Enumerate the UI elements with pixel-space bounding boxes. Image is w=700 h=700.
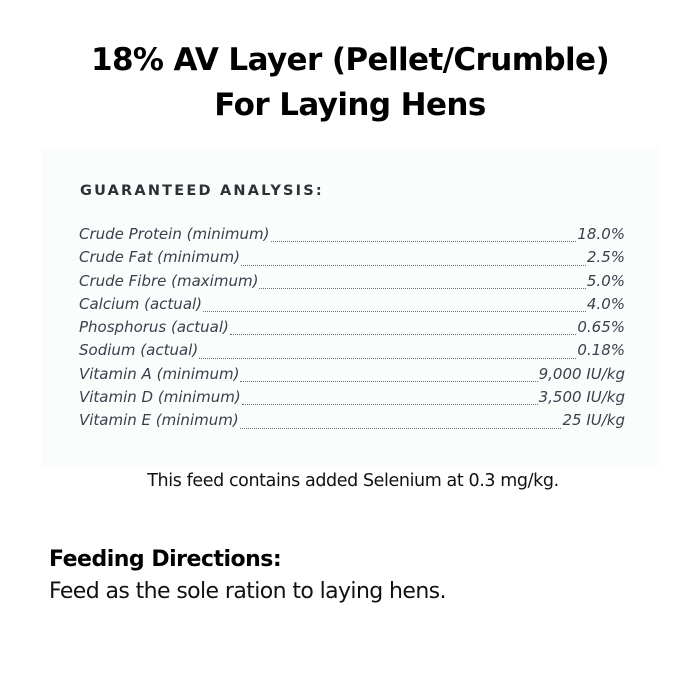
analysis-row [79, 411, 625, 434]
dotted-leader [240, 381, 537, 382]
analysis-row [79, 365, 625, 388]
analysis-row [79, 388, 625, 411]
feeding-directions-text: Feed as the sole ration to laying hens. [49, 579, 446, 604]
product-title-line-1: 18% AV Layer (Pellet/Crumble) [90, 42, 610, 78]
analysis-row [79, 341, 625, 364]
nutrient-value: 0.65% [577, 318, 625, 337]
product-title-line-2: For Laying Hens [214, 87, 486, 123]
analysis-row [79, 272, 625, 295]
nutrient-label: Crude Fat (minimum) [79, 248, 241, 267]
nutrient-label: Crude Fibre (maximum) [79, 271, 259, 290]
nutrient-label: Sodium (actual) [79, 341, 199, 360]
dotted-leader [271, 241, 577, 242]
selenium-note: This feed contains added Selenium at 0.3 mg/kg. [147, 471, 559, 491]
dotted-leader [203, 311, 586, 312]
nutrient-value: 2.5% [586, 248, 625, 267]
analysis-row [79, 248, 625, 271]
nutrient-label: Vitamin E (minimum) [79, 411, 239, 430]
dotted-leader [230, 334, 576, 335]
nutrient-value: 25 IU/kg [562, 411, 625, 430]
nutrient-label: Calcium (actual) [79, 294, 203, 313]
nutrient-label: Vitamin D (minimum) [79, 388, 241, 407]
guaranteed-analysis-heading: GUARANTEED ANALYSIS: [80, 183, 324, 199]
guaranteed-analysis-panel [42, 147, 659, 467]
analysis-row [79, 318, 625, 341]
dotted-leader [241, 265, 586, 266]
nutrient-label: Vitamin A (minimum) [79, 364, 240, 383]
dotted-leader [240, 428, 562, 429]
dotted-leader [242, 404, 538, 405]
nutrient-value: 3,500 IU/kg [538, 388, 625, 407]
analysis-table [79, 225, 625, 435]
nutrient-label: Crude Protein (minimum) [79, 225, 270, 243]
nutrient-value: 0.18% [577, 341, 625, 360]
nutrient-value: 4.0% [586, 294, 625, 313]
analysis-row [79, 225, 625, 248]
dotted-leader [259, 288, 585, 289]
dotted-leader [199, 358, 576, 359]
nutrient-value: 18.0% [577, 225, 625, 243]
analysis-row [79, 295, 625, 318]
nutrient-value: 9,000 IU/kg [538, 364, 625, 383]
feeding-directions-heading: Feeding Directions: [49, 547, 282, 572]
nutrient-value: 5.0% [586, 271, 625, 290]
nutrient-label: Phosphorus (actual) [79, 318, 229, 337]
product-title [0, 38, 700, 128]
